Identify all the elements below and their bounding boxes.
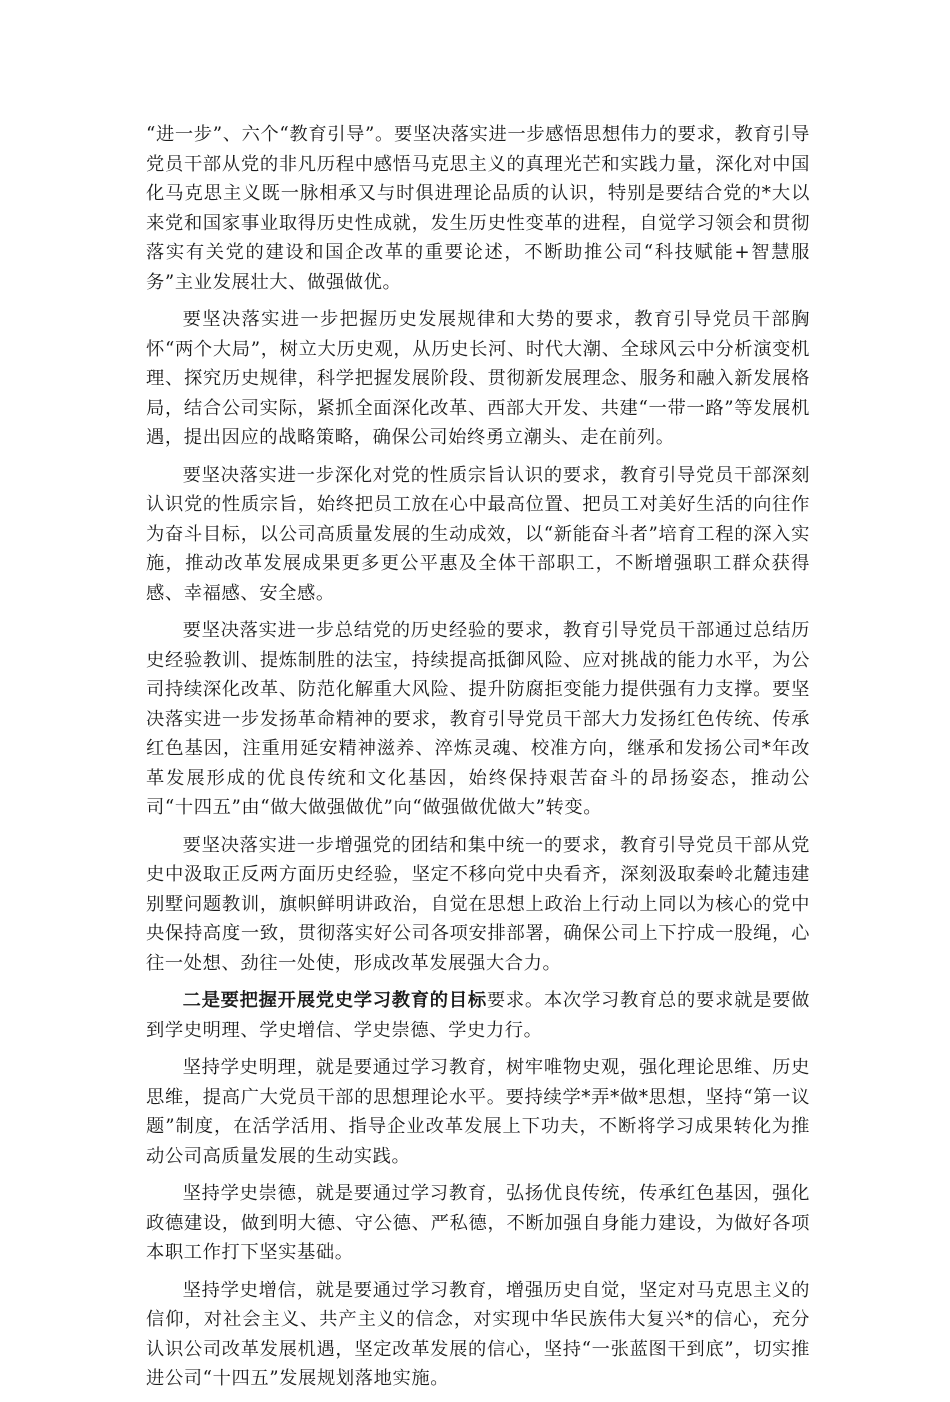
- paragraph-4: [146, 616, 810, 823]
- paragraph-text: 要坚决落实进一步深化对党的性质宗旨认识的要求，教育引导党员干部深刻认识党的性质宗旨，始终把员工放在心中最高位置、把员工对美好生活的向往作为奋斗目标，以公司高质量发展的生动成效，以“新能奋斗者”培育工程的深入实施，推动改革发展成果更多更公平惠及全体干部职工，不断增强职工群众获得感、幸福感、安全感。: [146, 464, 810, 604]
- paragraph-2: [146, 305, 810, 453]
- paragraph-3: [146, 461, 810, 609]
- paragraph-text: 坚持学史明理，就是要通过学习教育，树牢唯物史观，强化理论思维、历史思维，提高广大党员干部的思想理论水平。要持续学*弄*做*思想，坚持“第一议题”制度，在活学活用、指导企业改革发展上下功夫，不断将学习成果转化为推动公司高质量发展的生动实践。: [146, 1057, 810, 1167]
- document-body: [146, 120, 810, 1402]
- paragraph-text: 要求。本次学习教育总的要求就是要做到学史明理、学史增信、学史崇德、学史力行。: [146, 990, 810, 1041]
- paragraph-text: “进一步”、六个“教育引导”。要坚决落实进一步感悟思想伟力的要求，教育引导党员干部从党的非凡历程中感悟马克思主义的真理光芒和实践力量，深化对中国化马克思主义既一脉相承又与时俱进理论品质的认识，特别是要结合党的*大以来党和国家事业取得历史性成就，发生历史性变革的进程，自觉学习领会和贯彻落实有关党的建设和国企改革的重要论述，不断助推公司“科技赋能+智慧服务”主业发展壮大、做强做优。: [146, 124, 810, 293]
- paragraph-5: [146, 831, 810, 979]
- paragraph-text: 坚持学史崇德，就是要通过学习教育，弘扬优良传统，传承红色基因，强化政德建设，做到明大德、守公德、严私德，不断加强自身能力建设，为做好各项本职工作打下坚实基础。: [146, 1183, 810, 1263]
- paragraph-9: [146, 1276, 810, 1394]
- paragraph-6: [146, 986, 810, 1045]
- paragraph-text: 坚持学史增信，就是要通过学习教育，增强历史自觉，坚定对马克思主义的信仰，对社会主义、共产主义的信念，对实现中华民族伟大复兴*的信心，充分认识公司改革发展机遇，坚定改革发展的信心，坚持“一张蓝图干到底”，切实推进公司“十四五”发展规划落地实施。: [146, 1279, 810, 1389]
- paragraph-7: [146, 1053, 810, 1171]
- paragraph-text: 要坚决落实进一步总结党的历史经验的要求，教育引导党员干部通过总结历史经验教训、提炼制胜的法宝，持续提高抵御风险、应对挑战的能力水平，为公司持续深化改革、防范化解重大风险、提升防腐拒变能力提供强有力支撑。要坚决落实进一步发扬革命精神的要求，教育引导党员干部大力发扬红色传统、传承红色基因，注重用延安精神滋养、淬炼灵魂、校准方向，继承和发扬公司*年改革发展形成的优良传统和文化基因，始终保持艰苦奋斗的昂扬姿态，推动公司“十四五”由“做大做强做优”向“做强做优做大”转变。: [146, 620, 810, 818]
- paragraph-text: 要坚决落实进一步把握历史发展规律和大势的要求，教育引导党员干部胸怀“两个大局”，树立大历史观，从历史长河、时代大潮、全球风云中分析演变机理、探究历史规律，科学把握发展阶段、贯彻新发展理念、服务和融入新发展格局，结合公司实际，紧抓全面深化改革、西部大开发、共建“一带一路”等发展机遇，提出因应的战略策略，确保公司始终勇立潮头、走在前列。: [146, 309, 810, 448]
- paragraph-8: [146, 1179, 810, 1268]
- section-heading: 二是要把握开展党史学习教育的目标: [182, 990, 487, 1011]
- paragraph-1: [146, 120, 810, 297]
- paragraph-text: 要坚决落实进一步增强党的团结和集中统一的要求，教育引导党员干部从党史中汲取正反两方面历史经验，坚定不移向党中央看齐，深刻汲取秦岭北麓违建别墅问题教训，旗帜鲜明讲政治，自觉在思想上政治上行动上同以为核心的党中央保持高度一致，贯彻落实好公司各项安排部署，确保公司上下拧成一股绳，心往一处想、劲往一处使，形成改革发展强大合力。: [146, 834, 810, 974]
